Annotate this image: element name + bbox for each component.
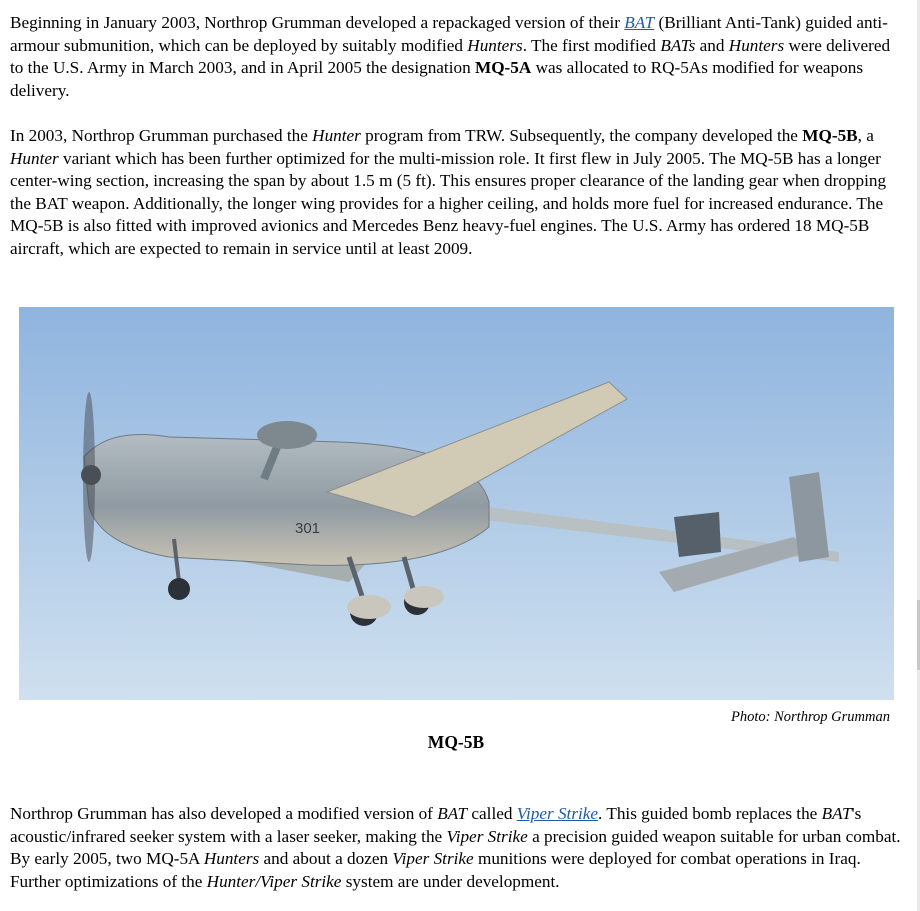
left-tail-fin (674, 512, 721, 557)
paragraph-bat-development: Beginning in January 2003, Northrop Grumman developed a repackaged version of their BAT (Brilliant Anti-Tank) guided anti-armour submunition, which can be deployed by suitably modified Hunters. The first modified BATs and Hunters were delivered to the U.S. Army in March 2003, and in April 2005 the designation MQ-5A was allocated to RQ-5As modified for weapons delivery. (10, 13, 891, 100)
paragraph-mq5b: In 2003, Northrop Grumman purchased the Hunter program from TRW. Subsequently, the company developed the MQ-5B, a Hunter variant which has been further optimized for the multi-mission role. It first flew in July 2005. The MQ-5B has a longer center-wing section, increasing the span by about 1.5 m (5 ft). This ensures proper clearance of the landing gear when dropping the BAT weapon. Additionally, the longer wing provides for a higher ceiling, and holds more fuel for increased endurance. The MQ-5B is also fitted with improved avionics and Mercedes Benz heavy-fuel engines. The U.S. Army has ordered 18 MQ-5B aircraft, which are expected to remain in service until at least 2009. (10, 126, 887, 258)
viper-strike-link[interactable]: Viper Strike (516, 804, 599, 823)
satcom-dome (257, 421, 317, 449)
bat-link[interactable]: BAT (624, 13, 655, 32)
photo-credit: Photo: Northrop Grumman (731, 709, 890, 725)
mq5b-aircraft-photo (19, 307, 894, 700)
nose-wheel (168, 578, 190, 600)
tail-number: 301 (295, 520, 321, 537)
paragraph-viper-strike: Northrop Grumman has also developed a modified version of BAT called Viper Strike. This guided bomb replaces the BAT's acoustic/infrared seeker system with a laser seeker, making the Viper Strike a precision guided weapon suitable for urban combat. By early 2005, two MQ-5A Hunters and about a dozen Viper Strike munitions were deployed for combat operations in Iraq. Further optimizations of the Hunter/Viper Strike system are under development. (10, 804, 901, 891)
figure-caption: MQ-5B (427, 732, 485, 752)
